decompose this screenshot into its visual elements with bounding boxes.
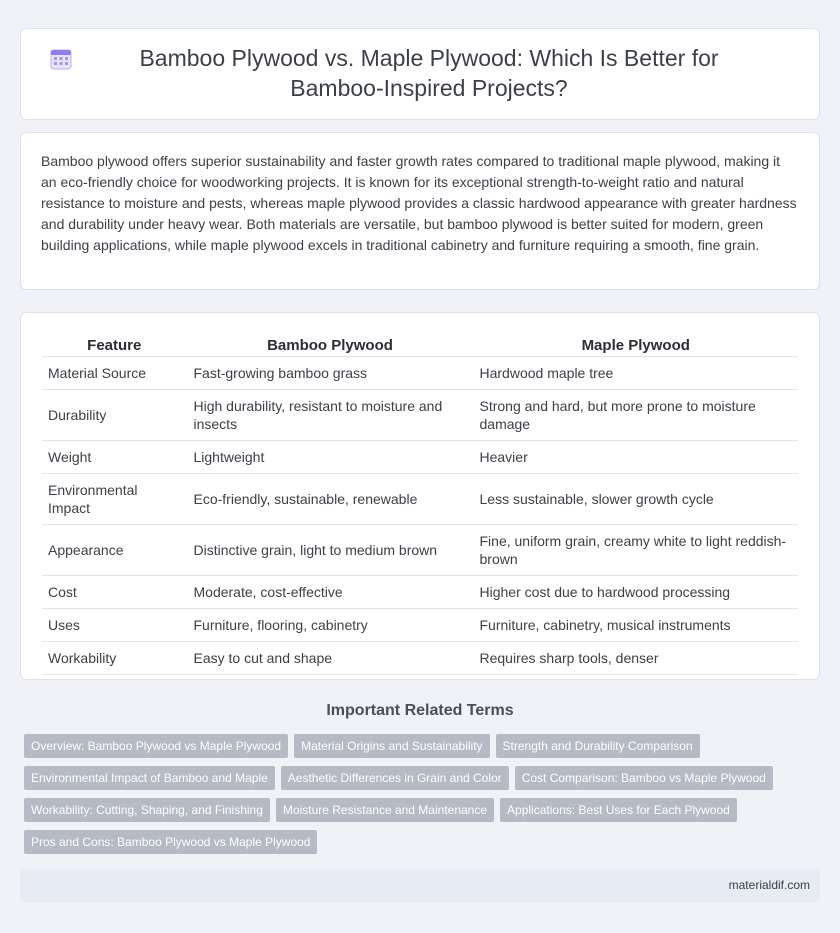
- related-term-tag[interactable]: Workability: Cutting, Shaping, and Finishing: [24, 798, 270, 822]
- cell-bamboo: Distinctive grain, light to medium brown: [187, 525, 473, 576]
- cell-feature: Durability: [42, 390, 187, 441]
- table-row: [42, 642, 798, 675]
- cell-bamboo: Fast-growing bamboo grass: [187, 357, 473, 390]
- comparison-card: [20, 312, 820, 680]
- header-bamboo: Bamboo Plywood: [187, 332, 473, 357]
- cell-bamboo: Easy to cut and shape: [187, 642, 473, 675]
- table-row: [42, 525, 798, 576]
- related-term-tag[interactable]: Applications: Best Uses for Each Plywood: [500, 798, 737, 822]
- cell-maple: Heavier: [473, 441, 798, 474]
- cell-feature: Cost: [42, 576, 187, 609]
- related-term-tag[interactable]: Aesthetic Differences in Grain and Color: [281, 766, 509, 790]
- related-term-tag[interactable]: Environmental Impact of Bamboo and Maple: [24, 766, 275, 790]
- cell-feature: Uses: [42, 609, 187, 642]
- cell-maple: Strong and hard, but more prone to moisture damage: [473, 390, 798, 441]
- cell-feature: Workability: [42, 642, 187, 675]
- tag-row: [24, 766, 824, 798]
- related-term-tag[interactable]: Material Origins and Sustainability: [294, 734, 489, 758]
- cell-maple: Fine, uniform grain, creamy white to light reddish-brown: [473, 525, 798, 576]
- title-card: [20, 28, 820, 120]
- table-row: [42, 390, 798, 441]
- cell-bamboo: High durability, resistant to moisture and insects: [187, 390, 473, 441]
- cell-bamboo: Lightweight: [187, 441, 473, 474]
- related-term-tag[interactable]: Moisture Resistance and Maintenance: [276, 798, 494, 822]
- tag-row: [24, 734, 824, 766]
- cell-maple: Requires sharp tools, denser: [473, 642, 798, 675]
- cell-feature: Material Source: [42, 357, 187, 390]
- table-header-row: [42, 332, 798, 357]
- table-row: [42, 357, 798, 390]
- summary-card: [20, 132, 820, 290]
- related-terms-heading: Important Related Terms: [326, 702, 514, 719]
- table-row: [42, 441, 798, 474]
- cell-feature: Weight: [42, 441, 187, 474]
- related-term-tag[interactable]: Cost Comparison: Bamboo vs Maple Plywood: [515, 766, 773, 790]
- header-feature: Feature: [42, 332, 187, 357]
- table-row: [42, 609, 798, 642]
- cell-bamboo: Eco-friendly, sustainable, renewable: [187, 474, 473, 525]
- cell-maple: Hardwood maple tree: [473, 357, 798, 390]
- cell-bamboo: Moderate, cost-effective: [187, 576, 473, 609]
- tag-row: [24, 830, 824, 862]
- header-maple: Maple Plywood: [473, 332, 798, 357]
- related-term-tag[interactable]: Pros and Cons: Bamboo Plywood vs Maple Plywood: [24, 830, 317, 854]
- table-row: [42, 474, 798, 525]
- cell-feature: Environmental Impact: [42, 474, 187, 525]
- cell-feature: Appearance: [42, 525, 187, 576]
- cell-maple: Higher cost due to hardwood processing: [473, 576, 798, 609]
- related-term-tag[interactable]: Strength and Durability Comparison: [496, 734, 700, 758]
- page-title-text: Bamboo Plywood vs. Maple Plywood: Which Is Better for Bamboo-Inspired Projects?: [139, 45, 719, 101]
- related-terms-list: [24, 734, 824, 862]
- cell-maple: Furniture, cabinetry, musical instruments: [473, 609, 798, 642]
- summary-paragraph: Bamboo plywood offers superior sustainability and faster growth rates compared to traditional maple plywood, making it an eco-friendly choice for woodworking projects. It is known for its exceptional strength-to-weight ratio and natural resistance to moisture and pests, whereas maple plywood provides a classic hardwood appearance with greater hardness and durability under heavy wear. Both materials are versatile, but bamboo plywood is better suited for modern, green building applications, while maple plywood excels in traditional cabinetry and furniture requiring a smooth, fine grain.: [41, 153, 797, 253]
- footer-site-link[interactable]: materialdif.com: [728, 878, 810, 892]
- cell-maple: Less sustainable, slower growth cycle: [473, 474, 798, 525]
- related-term-tag[interactable]: Overview: Bamboo Plywood vs Maple Plywood: [24, 734, 288, 758]
- comparison-table: [42, 332, 798, 675]
- table-row: [42, 576, 798, 609]
- footer-bar: [20, 869, 820, 902]
- cell-bamboo: Furniture, flooring, cabinetry: [187, 609, 473, 642]
- page-title: [41, 43, 799, 103]
- tag-row: [24, 798, 824, 830]
